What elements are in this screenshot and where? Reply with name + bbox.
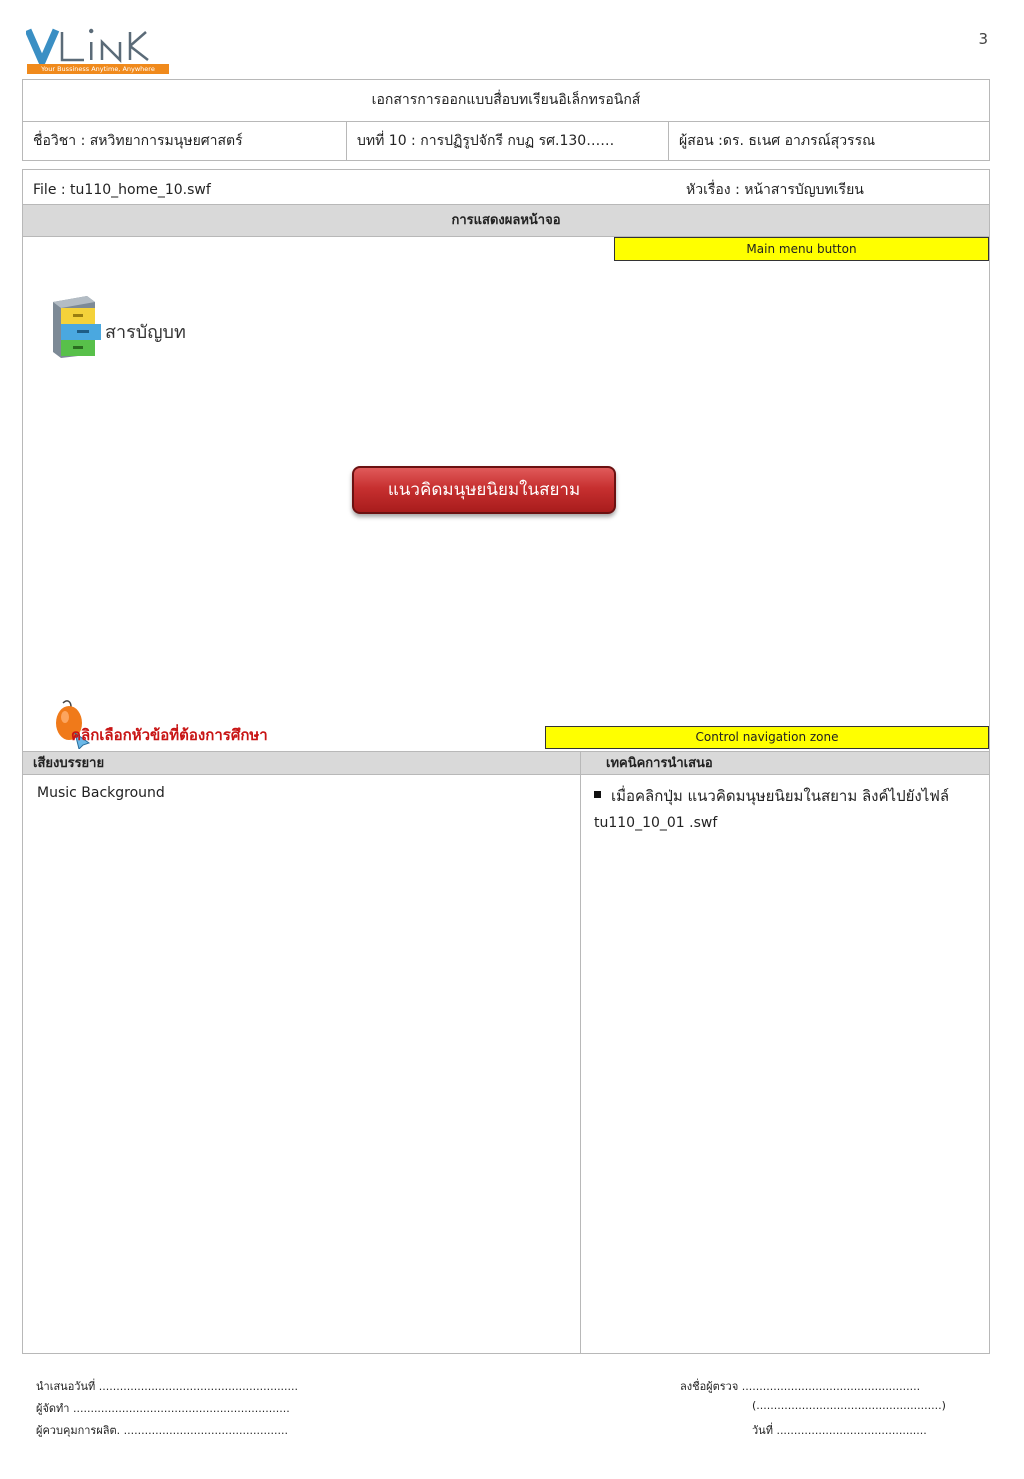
review-date-field: วันที่ ........................................... — [752, 1424, 927, 1437]
file-cabinet-icon — [47, 294, 107, 358]
page-number: 3 — [978, 30, 988, 48]
audio-description: Music Background — [37, 785, 165, 801]
storyboard-frame — [22, 169, 990, 1354]
click-hint-text: คลิกเลือกหัวข้อที่ต้องการศึกษา — [71, 726, 268, 744]
technique-section-title: เทคนิคการนำเสนอ — [606, 756, 713, 771]
bottom-section-header — [23, 751, 989, 775]
topic-name: หัวเรื่อง : หน้าสารบัญบทเรียน — [686, 182, 864, 198]
producer-field: ผู้จัดทำ .............................................................. — [36, 1402, 290, 1415]
production-controller-field: ผู้ควบคุมการผลิต. ............................................... — [36, 1424, 288, 1437]
display-section-header: การแสดงผลหน้าจอ — [23, 204, 989, 237]
instructor-cell: ผู้สอน :ดร. ธเนศ อาภรณ์สุวรรณ — [679, 133, 876, 149]
audio-section-title: เสียงบรรยาย — [33, 756, 105, 771]
main-menu-zone-label: Main menu button — [614, 237, 989, 261]
document-title: เอกสารการออกแบบสื่อบทเรียนอิเล็กทรอนิกส์ — [23, 80, 989, 122]
toc-title: สารบัญบท — [105, 322, 186, 343]
subject-cell: ชื่อวิชา : สหวิทยาการมนุษยศาสตร์ — [23, 121, 347, 161]
technique-line-1: เมื่อคลิกปุ่ม แนวคิดมนุษยนิยมในสยาม ลิงค์ไปยังไฟล์ — [611, 787, 950, 805]
technique-line-2: tu110_10_01 .swf — [594, 815, 718, 831]
technique-description — [594, 784, 949, 808]
column-divider — [580, 751, 581, 1354]
control-navigation-zone-label: Control navigation zone — [545, 726, 989, 749]
file-info-row — [23, 170, 989, 204]
bullet-icon — [594, 791, 601, 798]
chapter-cell: บทที่ 10 : การปฏิรูปจักรี กบฏ รศ.130…… — [347, 121, 669, 161]
reviewer-signature-field: ลงชื่อผู้ตรวจ ................................................... — [680, 1380, 921, 1393]
presented-date-field: นำเสนอวันที่ ......................................................... — [36, 1380, 299, 1393]
humanism-lesson-button[interactable]: แนวคิดมนุษยนิยมในสยาม — [352, 466, 616, 514]
logo-tagline: Your Bussiness Anytime, Anywhere — [27, 64, 169, 74]
reviewer-name-field: (.....................................................) — [752, 1399, 946, 1412]
file-name: File : tu110_home_10.swf — [33, 182, 211, 198]
document-header-table — [22, 79, 990, 161]
